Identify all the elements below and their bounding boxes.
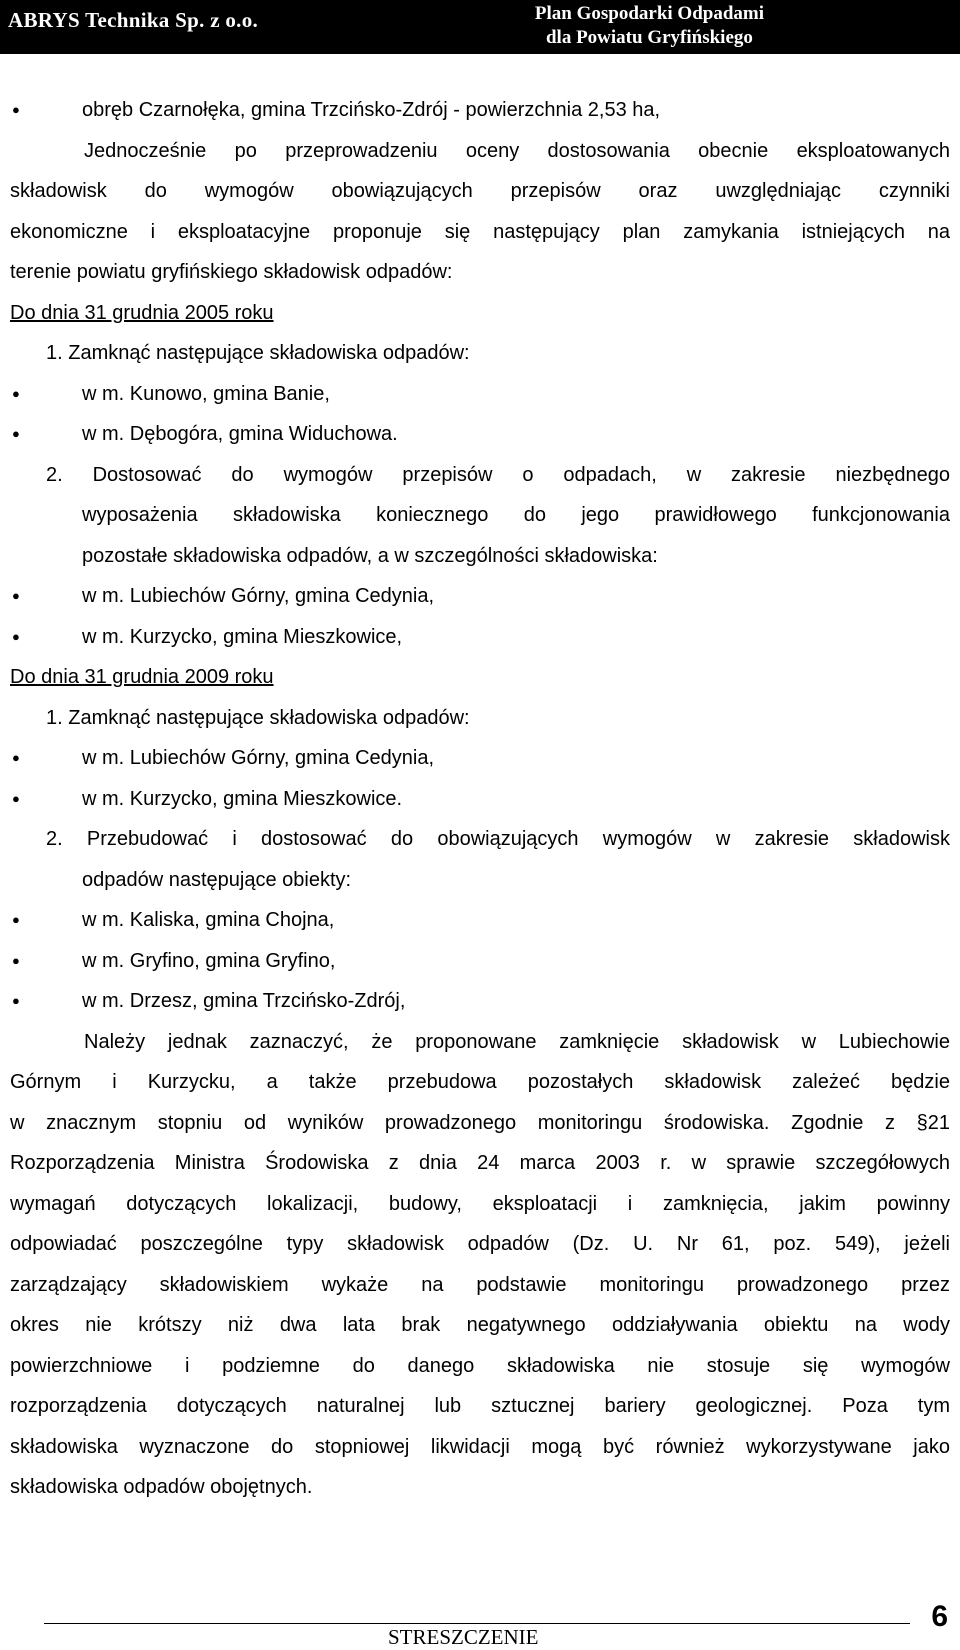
numbered-item: 1. Zamknąć następujące składowiska odpadów: [46, 706, 470, 729]
numbered-item: 2. Dostosować do wymogów przepisów o odpadach, w zakresie niezbędnego [46, 463, 950, 486]
list-item: ● w m. Kaliska, gmina Chojna, [10, 900, 950, 941]
document-title-line1: Plan Gospodarki Odpadami [534, 3, 764, 24]
paragraph-line: Rozporządzenia Ministra Środowiska z dnia 24 marca 2003 r. w sprawie szczegółowych [10, 1152, 950, 1174]
paragraph-line: wymagań dotyczących lokalizacji, budowy, eksploatacji i zamknięcia, jakim powinny [10, 1192, 950, 1215]
document-title-line2: dla Powiatu Gryfińskiego [545, 27, 753, 48]
paragraph-line: odpowiadać poszczególne typy składowisk odpadów (Dz. U. Nr 61, poz. 549), jeżeli [10, 1233, 950, 1255]
list-item: ● w m. Kurzycko, gmina Mieszkowice. [10, 779, 950, 820]
numbered-item: 2. Przebudować i dostosować do obowiązujących wymogów w zakresie składowisk [46, 828, 950, 850]
paragraph-line: rozporządzenia dotyczących naturalnej lub sztucznej bariery geologicznej. Poza tym [10, 1395, 950, 1417]
page-number: 6 [931, 1600, 948, 1633]
paragraph-line: składowiska wyznaczone do stopniowej likwidacji mogą być również wykorzystywane jako [10, 1435, 950, 1458]
list-item: ● w m. Kunowo, gmina Banie, [10, 374, 950, 415]
footer-divider [44, 1623, 910, 1624]
numbered-item-line: odpadów następujące obiekty: [82, 868, 352, 891]
list-item: ● w m. Dębogóra, gmina Widuchowa. [10, 414, 950, 455]
list-item: ● w m. Lubiechów Górny, gmina Cedynia, [10, 738, 950, 779]
paragraph-line: Górnym i Kurzycku, a także przebudowa pozostałych składowisk zależeć będzie [10, 1071, 950, 1093]
list-item: ● w m. Lubiechów Górny, gmina Cedynia, [10, 576, 950, 617]
paragraph-line: powierzchniowe i podziemne do danego składowiska nie stosuje się wymogów [10, 1354, 950, 1377]
numbered-item-line: pozostałe składowiska odpadów, a w szczególności składowiska: [82, 544, 658, 567]
document-body [10, 90, 950, 1508]
paragraph-line: składowisk do wymogów obowiązujących przepisów oraz uwzględniając czynniki [10, 180, 950, 202]
footer-section-label: STRESZCZENIE [388, 1625, 539, 1649]
section-heading-2009: Do dnia 31 grudnia 2009 roku [10, 666, 274, 688]
numbered-item-line: wyposażenia składowiska koniecznego do jego prawidłowego funkcjonowania [82, 504, 950, 526]
paragraph-line: w znacznym stopniu od wyników prowadzonego monitoringu środowiska. Zgodnie z §21 [10, 1111, 950, 1134]
paragraph-line: ekonomiczne i eksploatacyjne proponuje się następujący plan zamykania istniejących na [10, 220, 950, 243]
paragraph-line: zarządzający składowiskiem wykaże na podstawie monitoringu prowadzonego przez [10, 1273, 950, 1296]
list-item: ● w m. Drzesz, gmina Trzcińsko-Zdrój, [10, 981, 950, 1022]
numbered-item: 1. Zamknąć następujące składowiska odpadów: [46, 342, 470, 364]
company-name: ABRYS Technika Sp. z o.o. [8, 8, 259, 32]
page-header [0, 0, 960, 54]
section-heading-2005: Do dnia 31 grudnia 2005 roku [10, 301, 274, 324]
document-title [535, 2, 764, 50]
paragraph-line: Jednocześnie po przeprowadzeniu oceny dostosowania obecnie eksploatowanych [84, 139, 950, 162]
list-item: ● obręb Czarnołęka, gmina Trzcińsko-Zdrój - powierzchnia 2,53 ha, [10, 90, 950, 131]
list-item: ● w m. Gryfino, gmina Gryfino, [10, 941, 950, 982]
paragraph-line: składowiska odpadów obojętnych. [10, 1476, 313, 1498]
paragraph-line: okres nie krótszy niż dwa lata brak negatywnego oddziaływania obiektu na wody [10, 1314, 950, 1336]
list-item: ● w m. Kurzycko, gmina Mieszkowice, [10, 617, 950, 658]
paragraph-line: terenie powiatu gryfińskiego składowisk odpadów: [10, 261, 453, 283]
paragraph-line: Należy jednak zaznaczyć, że proponowane zamknięcie składowisk w Lubiechowie [84, 1030, 950, 1053]
